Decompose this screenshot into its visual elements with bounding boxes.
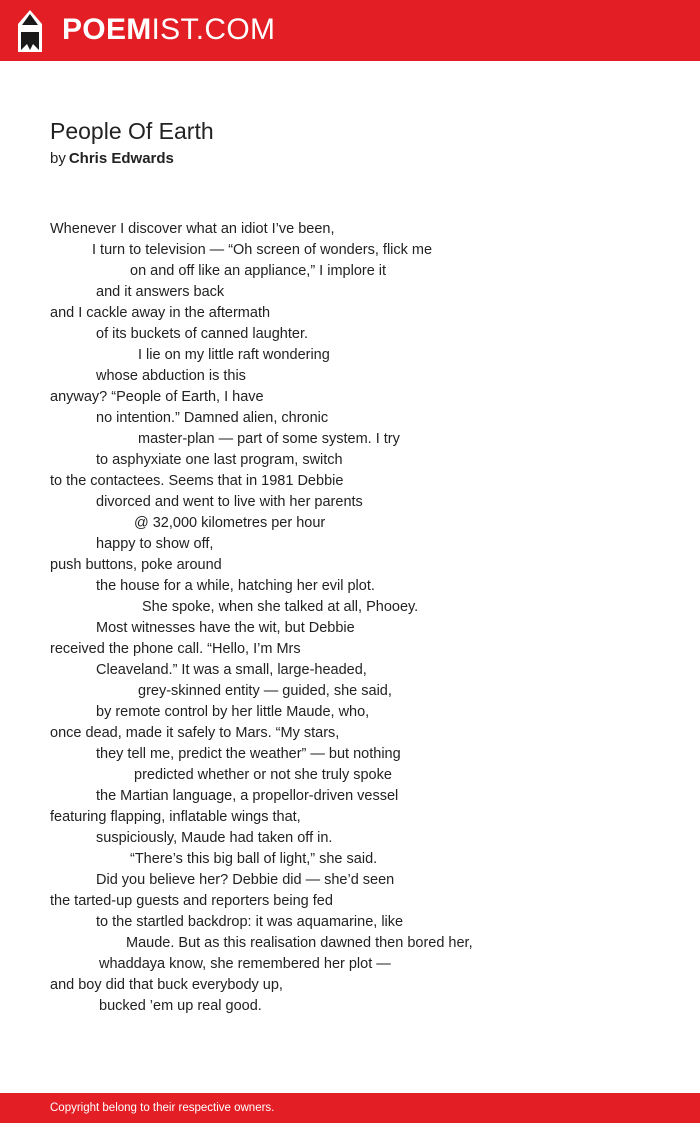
poem-line: whose abduction is this <box>96 368 246 384</box>
logo-text-strong: POEM <box>62 13 152 46</box>
site-footer <box>0 1093 700 1123</box>
poem-line: She spoke, when she talked at all, Phooey. <box>142 599 419 615</box>
poem-line: featuring flapping, inflatable wings that, <box>50 809 301 825</box>
poem-line: the Martian language, a propellor-driven vessel <box>96 788 399 804</box>
poem-line: divorced and went to live with her parents <box>96 494 363 510</box>
poem-line: suspiciously, Maude had taken off in. <box>96 830 333 846</box>
poem-line: bucked ’em up real good. <box>99 998 262 1014</box>
poem-line: predicted whether or not she truly spoke <box>134 767 392 783</box>
poem-line: happy to show off, <box>96 536 214 552</box>
poem-line: received the phone call. “Hello, I’m Mrs <box>50 641 301 657</box>
poem-title: People Of Earth <box>50 118 214 144</box>
poem-line: the tarted-up guests and reporters being fed <box>50 893 333 909</box>
poem-line: of its buckets of canned laughter. <box>96 326 308 342</box>
pencil-logo-icon <box>18 10 42 52</box>
byline-label: by <box>50 150 66 167</box>
poem-line: to asphyxiate one last program, switch <box>96 452 343 468</box>
poem-line: “There’s this big ball of light,” she said. <box>130 851 378 867</box>
poem-line: to the contactees. Seems that in 1981 Debbie <box>50 473 344 489</box>
site-header <box>0 0 700 61</box>
poem-line: I turn to television — “Oh screen of wonders, flick me <box>92 242 433 258</box>
poem-line: and it answers back <box>96 284 225 300</box>
poem-line: Whenever I discover what an idiot I’ve been, <box>50 221 335 237</box>
poem-line: on and off like an appliance,” I implore it <box>130 263 387 279</box>
poem-line: no intention.” Damned alien, chronic <box>96 410 329 426</box>
poem-line: to the startled backdrop: it was aquamarine, like <box>96 914 404 930</box>
poem-line: they tell me, predict the weather” — but nothing <box>96 746 401 762</box>
poem-line: once dead, made it safely to Mars. “My stars, <box>50 725 340 741</box>
poem-line: and I cackle away in the aftermath <box>50 305 271 321</box>
poem-line: Most witnesses have the wit, but Debbie <box>96 620 355 636</box>
poem-line: Cleaveland.” It was a small, large-headed, <box>96 662 367 678</box>
poem-line: push buttons, poke around <box>50 557 222 573</box>
site-logo[interactable] <box>62 13 275 47</box>
copyright-notice: Copyright belong to their respective owners. <box>50 1102 275 1114</box>
poem-line: grey-skinned entity — guided, she said, <box>138 683 392 699</box>
poem-line: master-plan — part of some system. I try <box>138 431 400 447</box>
poem-line: whaddaya know, she remembered her plot — <box>99 956 391 972</box>
poem-line: by remote control by her little Maude, who, <box>96 704 370 720</box>
poem-line: @ 32,000 kilometres per hour <box>134 515 326 531</box>
poem-byline <box>50 149 174 169</box>
poem-body <box>50 219 670 1017</box>
poem-line: I lie on my little raft wondering <box>138 347 330 363</box>
logo-text-light: IST.COM <box>151 13 276 46</box>
poem-line: Maude. But as this realisation dawned then bored her, <box>126 935 473 951</box>
poem-line: and boy did that buck everybody up, <box>50 977 283 993</box>
poem-line: anyway? “People of Earth, I have <box>50 389 264 405</box>
poem-line: Did you believe her? Debbie did — she’d seen <box>96 872 395 888</box>
poem-author: Chris Edwards <box>68 150 174 167</box>
poem-line: the house for a while, hatching her evil plot. <box>96 578 375 594</box>
